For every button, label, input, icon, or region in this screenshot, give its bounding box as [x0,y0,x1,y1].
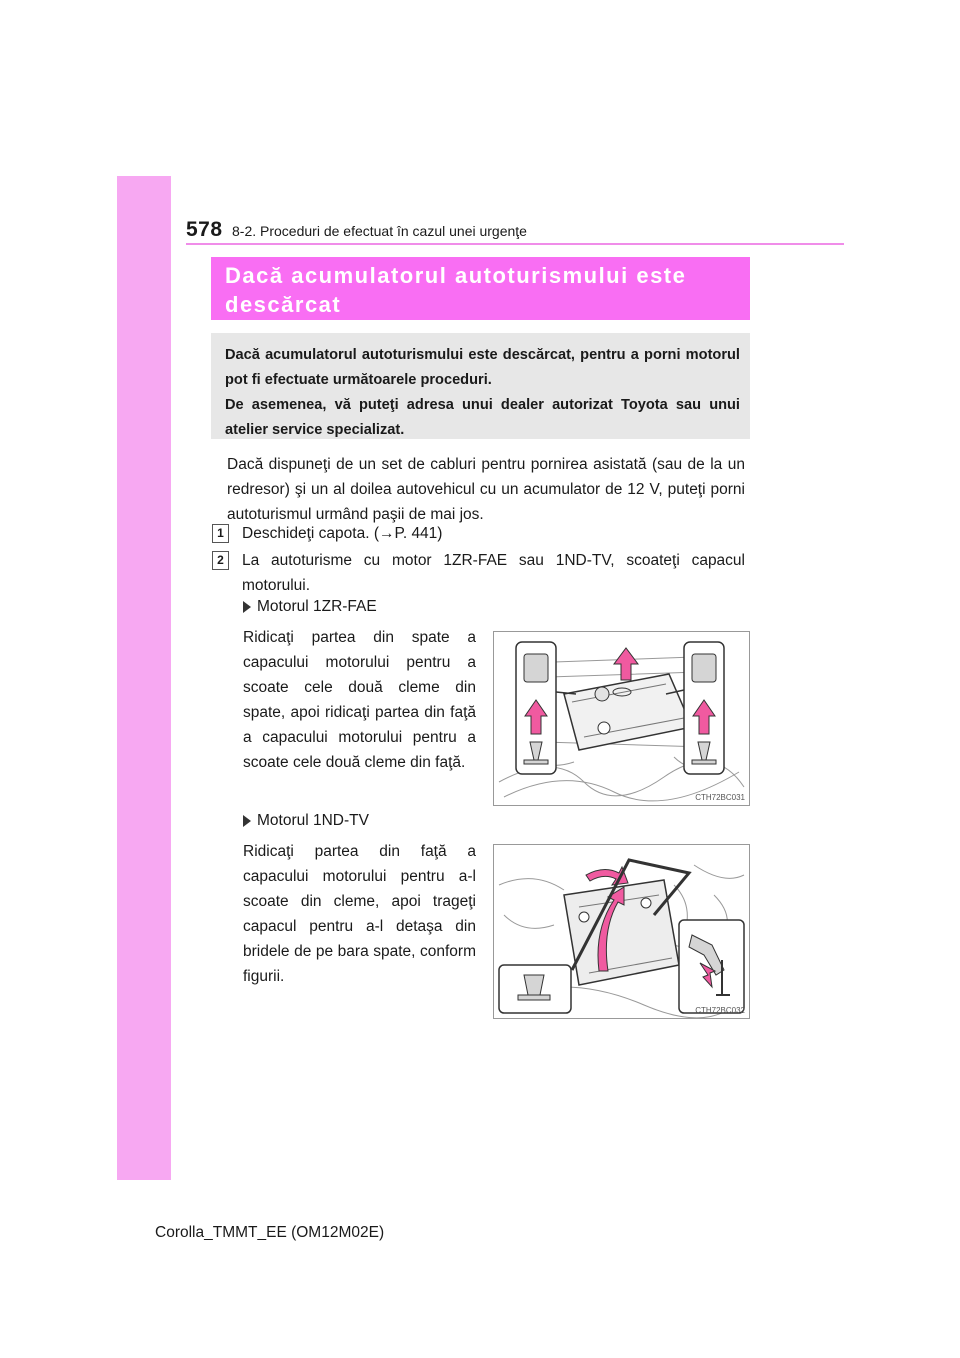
step-text-1: Deschideţi capota. (→P. 441) [242,525,443,542]
chapter-side-tab [117,176,171,1180]
intro-line1: Dacă acumulatorul autoturismului este descărcat, pentru a porni motorul pot fi efectuate următoarele proceduri. [225,347,740,388]
section-title-line1: Dacă acumulatorul autoturismului este [225,263,687,288]
variant-description-1nd: Ridicaţi partea din faţă a capacului motorului pentru a-l scoate din cleme, apoi trageţi capacul pentru a-l detaşa din bridele de pe bara spate, conform figurii. [243,843,476,985]
figure-1zr-engine-cover [493,631,750,806]
variant-label-1zr [243,598,377,616]
page-number: 578 [186,218,223,241]
triangle-bullet-icon [243,815,251,827]
engine-cover-illustration-1nd [494,845,749,1018]
engine-cover-illustration-1zr [494,632,749,805]
variant-label-1nd [243,812,369,830]
body-paragraph: Dacă dispuneţi de un set de cabluri pentru pornirea asistată (sau de la un redresor) şi un al doilea autovehicul cu un acumulator de 12 V, puteţi porni autoturismul urmând paşii de mai jos. [227,456,745,523]
figure-1nd-engine-cover [493,844,750,1019]
variant-label-text: Motorul 1ZR-FAE [257,598,377,615]
section-title-line2: descărcat [225,292,342,317]
step-text-2: La autoturisme cu motor 1ZR-FAE sau 1ND-TV, scoateţi capacul motorului. [242,552,745,594]
triangle-bullet-icon [243,601,251,613]
footer-document-code: Corolla_TMMT_EE (OM12M02E) [155,1224,385,1241]
header-divider [186,243,844,245]
intro-line2: De asemenea, vă puteţi adresa unui dealer autorizat Toyota sau unui atelier service specializat. [225,397,740,438]
chapter-title: 8-2. Proceduri de efectuat în cazul unei urgenţe [232,223,527,239]
variant-description-1zr: Ridicaţi partea din spate a capacului motorului pentru a scoate cele două cleme din spate, apoi ridicaţi partea din faţă a capacului motorului pentru a scoate cele două cleme din faţă. [243,629,476,771]
intro-box [211,333,750,439]
step-number-2: 2 [212,551,229,570]
figure-code: CTH72BC031 [695,793,745,802]
figure-code: CTH72BC032 [695,1006,745,1015]
variant-label-text: Motorul 1ND-TV [257,812,369,829]
section-banner [211,257,750,320]
step-number-1: 1 [212,524,229,543]
